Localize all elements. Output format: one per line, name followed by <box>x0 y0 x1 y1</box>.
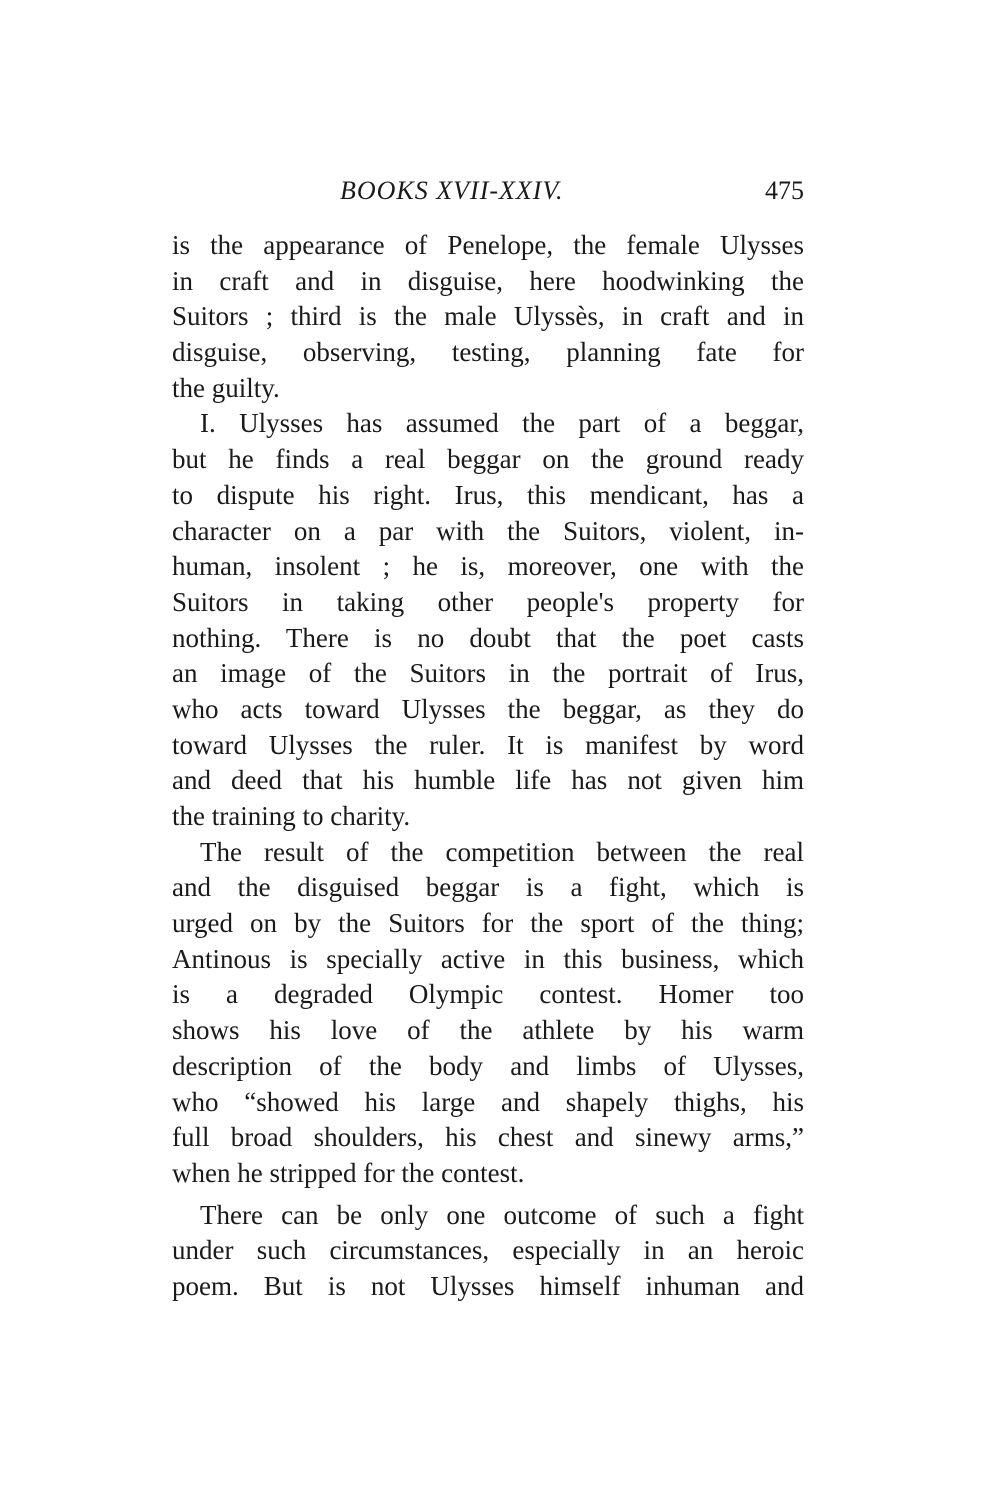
text-line: description of the body and limbs of Ulysses, <box>172 1050 804 1081</box>
text-line: the guilty. <box>172 372 280 403</box>
text-line: when he stripped for the contest. <box>172 1157 525 1188</box>
text-line: who “showed his large and shapely thighs, his <box>172 1086 804 1117</box>
paragraph <box>172 1198 804 1305</box>
text-line: poem. But is not Ulysses himself inhuman and <box>172 1270 804 1301</box>
text-line: human, insolent ; he is, moreover, one with the <box>172 551 804 582</box>
text-line: toward Ulysses the ruler. It is manifest by word <box>172 729 804 760</box>
text-line: Antinous is specially active in this business, which <box>172 943 804 974</box>
paragraph <box>172 835 804 1192</box>
text-line: and the disguised beggar is a fight, which is <box>172 872 804 903</box>
text-line: disguise, observing, testing, planning fate for <box>172 337 804 368</box>
text-line: full broad shoulders, his chest and sinewy arms,” <box>172 1122 804 1153</box>
text-line: nothing. There is no doubt that the poet casts <box>172 622 804 653</box>
text-line: to dispute his right. Irus, this mendicant, has a <box>172 479 804 510</box>
text-line: the training to charity. <box>172 801 411 831</box>
text-line: Suitors in taking other people's property for <box>172 586 804 617</box>
text-line: There can be only one outcome of such a fight <box>200 1199 804 1230</box>
text-line: under such circumstances, especially in an heroic <box>172 1235 804 1266</box>
text-line: character on a par with the Suitors, violent, in- <box>172 515 804 546</box>
text-line: is a degraded Olympic contest. Homer too <box>172 979 804 1010</box>
running-head: BOOKS XVII-XXIV. <box>340 176 564 205</box>
text-line: in craft and in disguise, here hoodwinking the <box>172 265 804 296</box>
body-text <box>172 228 804 1305</box>
text-line: urged on by the Suitors for the sport of the thing; <box>172 908 804 939</box>
page-header <box>172 176 804 212</box>
text-line: shows his love of the athlete by his warm <box>172 1015 804 1046</box>
text-line: The result of the competition between the real <box>200 836 804 867</box>
page-number: 475 <box>765 176 804 205</box>
text-line: an image of the Suitors in the portrait of Irus, <box>172 658 804 689</box>
text-line: Suitors ; third is the male Ulyssès, in craft and in <box>172 301 804 332</box>
paragraph <box>172 228 804 406</box>
text-line: but he finds a real beggar on the ground ready <box>172 444 804 475</box>
text-line: I. Ulysses has assumed the part of a beggar, <box>200 408 804 439</box>
text-line: and deed that his humble life has not given him <box>172 765 804 796</box>
text-line: who acts toward Ulysses the beggar, as they do <box>172 693 804 724</box>
paragraph <box>172 406 804 834</box>
text-line: is the appearance of Penelope, the female Ulysses <box>172 230 804 260</box>
